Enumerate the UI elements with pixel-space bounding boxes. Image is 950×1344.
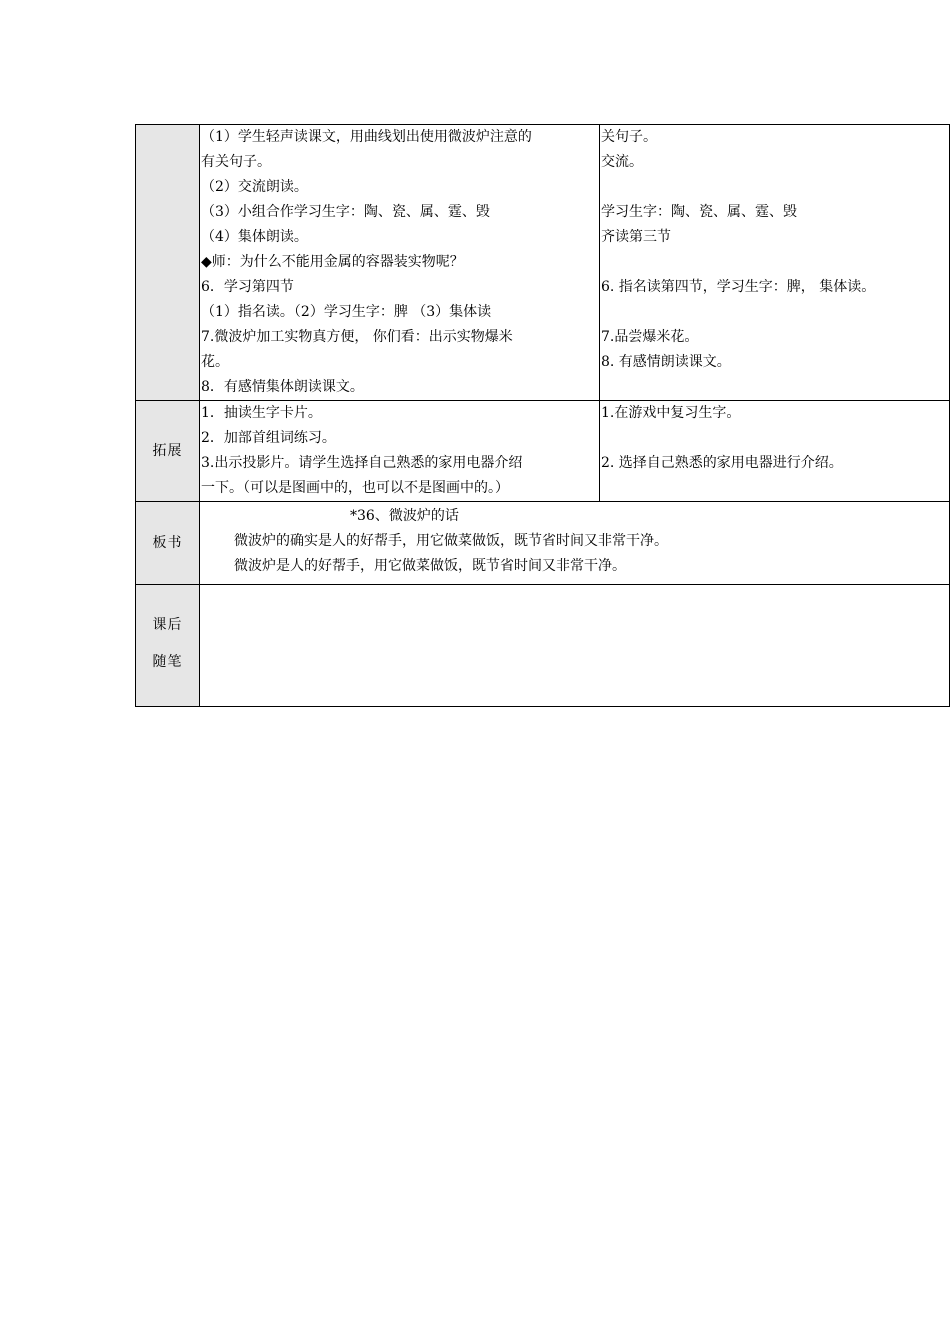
student-line	[600, 426, 949, 451]
student-line	[600, 476, 949, 501]
teacher-line: 2．加部首组词练习。	[201, 430, 336, 446]
board-line: 微波炉是人的好帮手，用它做菜做饭，既节省时间又非常干净。	[234, 558, 626, 574]
student-line	[600, 375, 949, 400]
row-label-notes	[136, 585, 200, 707]
teacher-line: 一下。（可以是图画中的，也可以不是图画中的。）	[201, 480, 509, 496]
student-line	[600, 250, 949, 275]
teacher-line: （2）交流朗读。	[201, 179, 308, 195]
student-activities-process	[600, 125, 950, 401]
board-content	[200, 502, 950, 585]
row-label-board: 板书	[136, 502, 200, 585]
student-line: 6. 指名读第四节，学习生字：脾， 集体读。	[601, 279, 876, 295]
row-label-extension: 拓展	[136, 401, 200, 502]
student-line: 7.品尝爆米花。	[601, 329, 699, 345]
teacher-line: 3.出示投影片。请学生选择自己熟悉的家用电器介绍	[201, 455, 523, 471]
board-title: *36、微波炉的话	[350, 508, 459, 524]
student-line: 学习生字：陶、瓷、属、霆、毁	[601, 204, 797, 220]
teacher-line: （3）小组合作学习生字：陶、瓷、属、霆、毁	[201, 204, 490, 220]
row-label-process	[136, 125, 200, 401]
board-line: 微波炉的确实是人的好帮手，用它做菜做饭，既节省时间又非常干净。	[234, 533, 668, 549]
student-line: 1.在游戏中复习生字。	[601, 405, 741, 421]
student-line: 8. 有感情朗读课文。	[601, 354, 731, 370]
student-line: 交流。	[601, 154, 643, 170]
student-line	[600, 300, 949, 325]
teacher-line: ◆师：为什么不能用金属的容器装实物呢？	[201, 254, 464, 270]
notes-label-line1: 课后	[152, 617, 183, 633]
teacher-line: （4）集体朗读。	[201, 229, 308, 245]
notes-label-line2: 随笔	[152, 654, 183, 670]
teacher-activities-extension	[200, 401, 600, 502]
student-line: 2. 选择自己熟悉的家用电器进行介绍。	[601, 455, 843, 471]
student-line	[600, 175, 949, 200]
teacher-line: 7.微波炉加工实物真方便， 你们看：出示实物爆米	[201, 329, 513, 345]
lesson-plan-table	[135, 124, 950, 707]
table-row-board	[136, 502, 950, 585]
teacher-line: （1）学生轻声读课文，用曲线划出使用微波炉注意的	[201, 129, 532, 145]
teacher-line: 1．抽读生字卡片。	[201, 405, 322, 421]
table-row-extension	[136, 401, 950, 502]
teacher-line: 6．学习第四节	[201, 279, 294, 295]
student-activities-extension	[600, 401, 950, 502]
notes-content	[200, 585, 950, 707]
table-row-process	[136, 125, 950, 401]
teacher-line: 8．有感情集体朗读课文。	[201, 379, 364, 395]
table-row-notes	[136, 585, 950, 707]
student-line: 齐读第三节	[601, 229, 671, 245]
teacher-line: （1）指名读。（2）学习生字：脾 （3）集体读	[201, 304, 492, 320]
teacher-line: 花。	[201, 354, 229, 370]
teacher-activities-process	[200, 125, 600, 401]
student-line: 关句子。	[601, 129, 657, 145]
teacher-line: 有关句子。	[201, 154, 271, 170]
